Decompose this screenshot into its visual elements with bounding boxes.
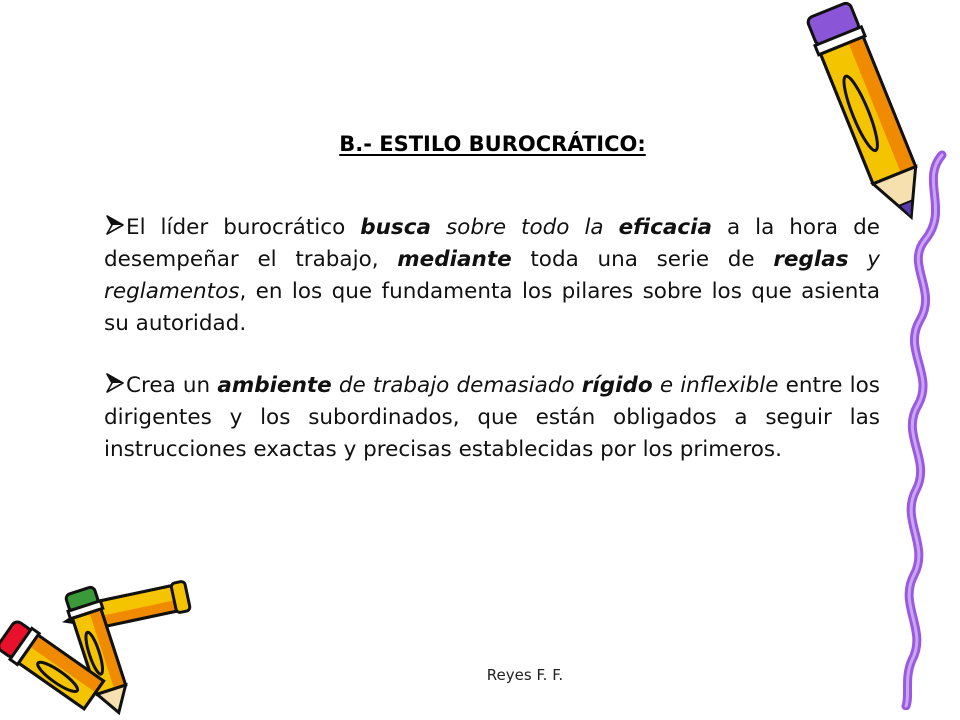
slide-body xyxy=(104,212,880,496)
text-run: , en los que fundamenta los pilares sobre los que asienta su autoridad. xyxy=(104,279,880,336)
pencils-icon xyxy=(0,575,200,720)
paragraph-1-text xyxy=(104,215,880,336)
bullet-paragraph-1 xyxy=(104,212,880,340)
paragraph-2-text xyxy=(104,373,880,462)
text-run: sobre todo la xyxy=(430,215,619,240)
pencil-icon xyxy=(795,0,945,230)
text-run: entre los dirigentes y los subordinados, que están obligados a seguir las instrucciones exactas y precisas establecidas por los primeros. xyxy=(104,373,880,462)
text-run: toda una serie de xyxy=(511,247,774,272)
text-run: reglas xyxy=(773,247,849,272)
text-run: rígido xyxy=(581,373,653,398)
text-run: Crea un xyxy=(126,373,218,398)
text-run: ambiente xyxy=(217,373,332,398)
arrow-bullet-icon xyxy=(104,372,126,394)
text-run: eficacia xyxy=(618,215,712,240)
text-run: mediante xyxy=(397,247,512,272)
text-run: a la hora de desempeñar el trabajo, xyxy=(104,215,880,272)
bullet-paragraph-2 xyxy=(104,370,880,466)
text-run: de trabajo demasiado xyxy=(331,373,582,398)
text-run: e inflexible xyxy=(652,373,779,398)
purple-squiggle-line xyxy=(880,150,960,710)
arrow-bullet-icon xyxy=(104,214,126,236)
text-run: y reglamentos xyxy=(104,247,880,304)
text-run: El líder burocrático xyxy=(126,215,361,240)
text-run: busca xyxy=(360,215,431,240)
footer-author: Reyes F. F. xyxy=(486,666,564,684)
slide-title: B.- ESTILO BUROCRÁTICO: xyxy=(339,132,646,156)
